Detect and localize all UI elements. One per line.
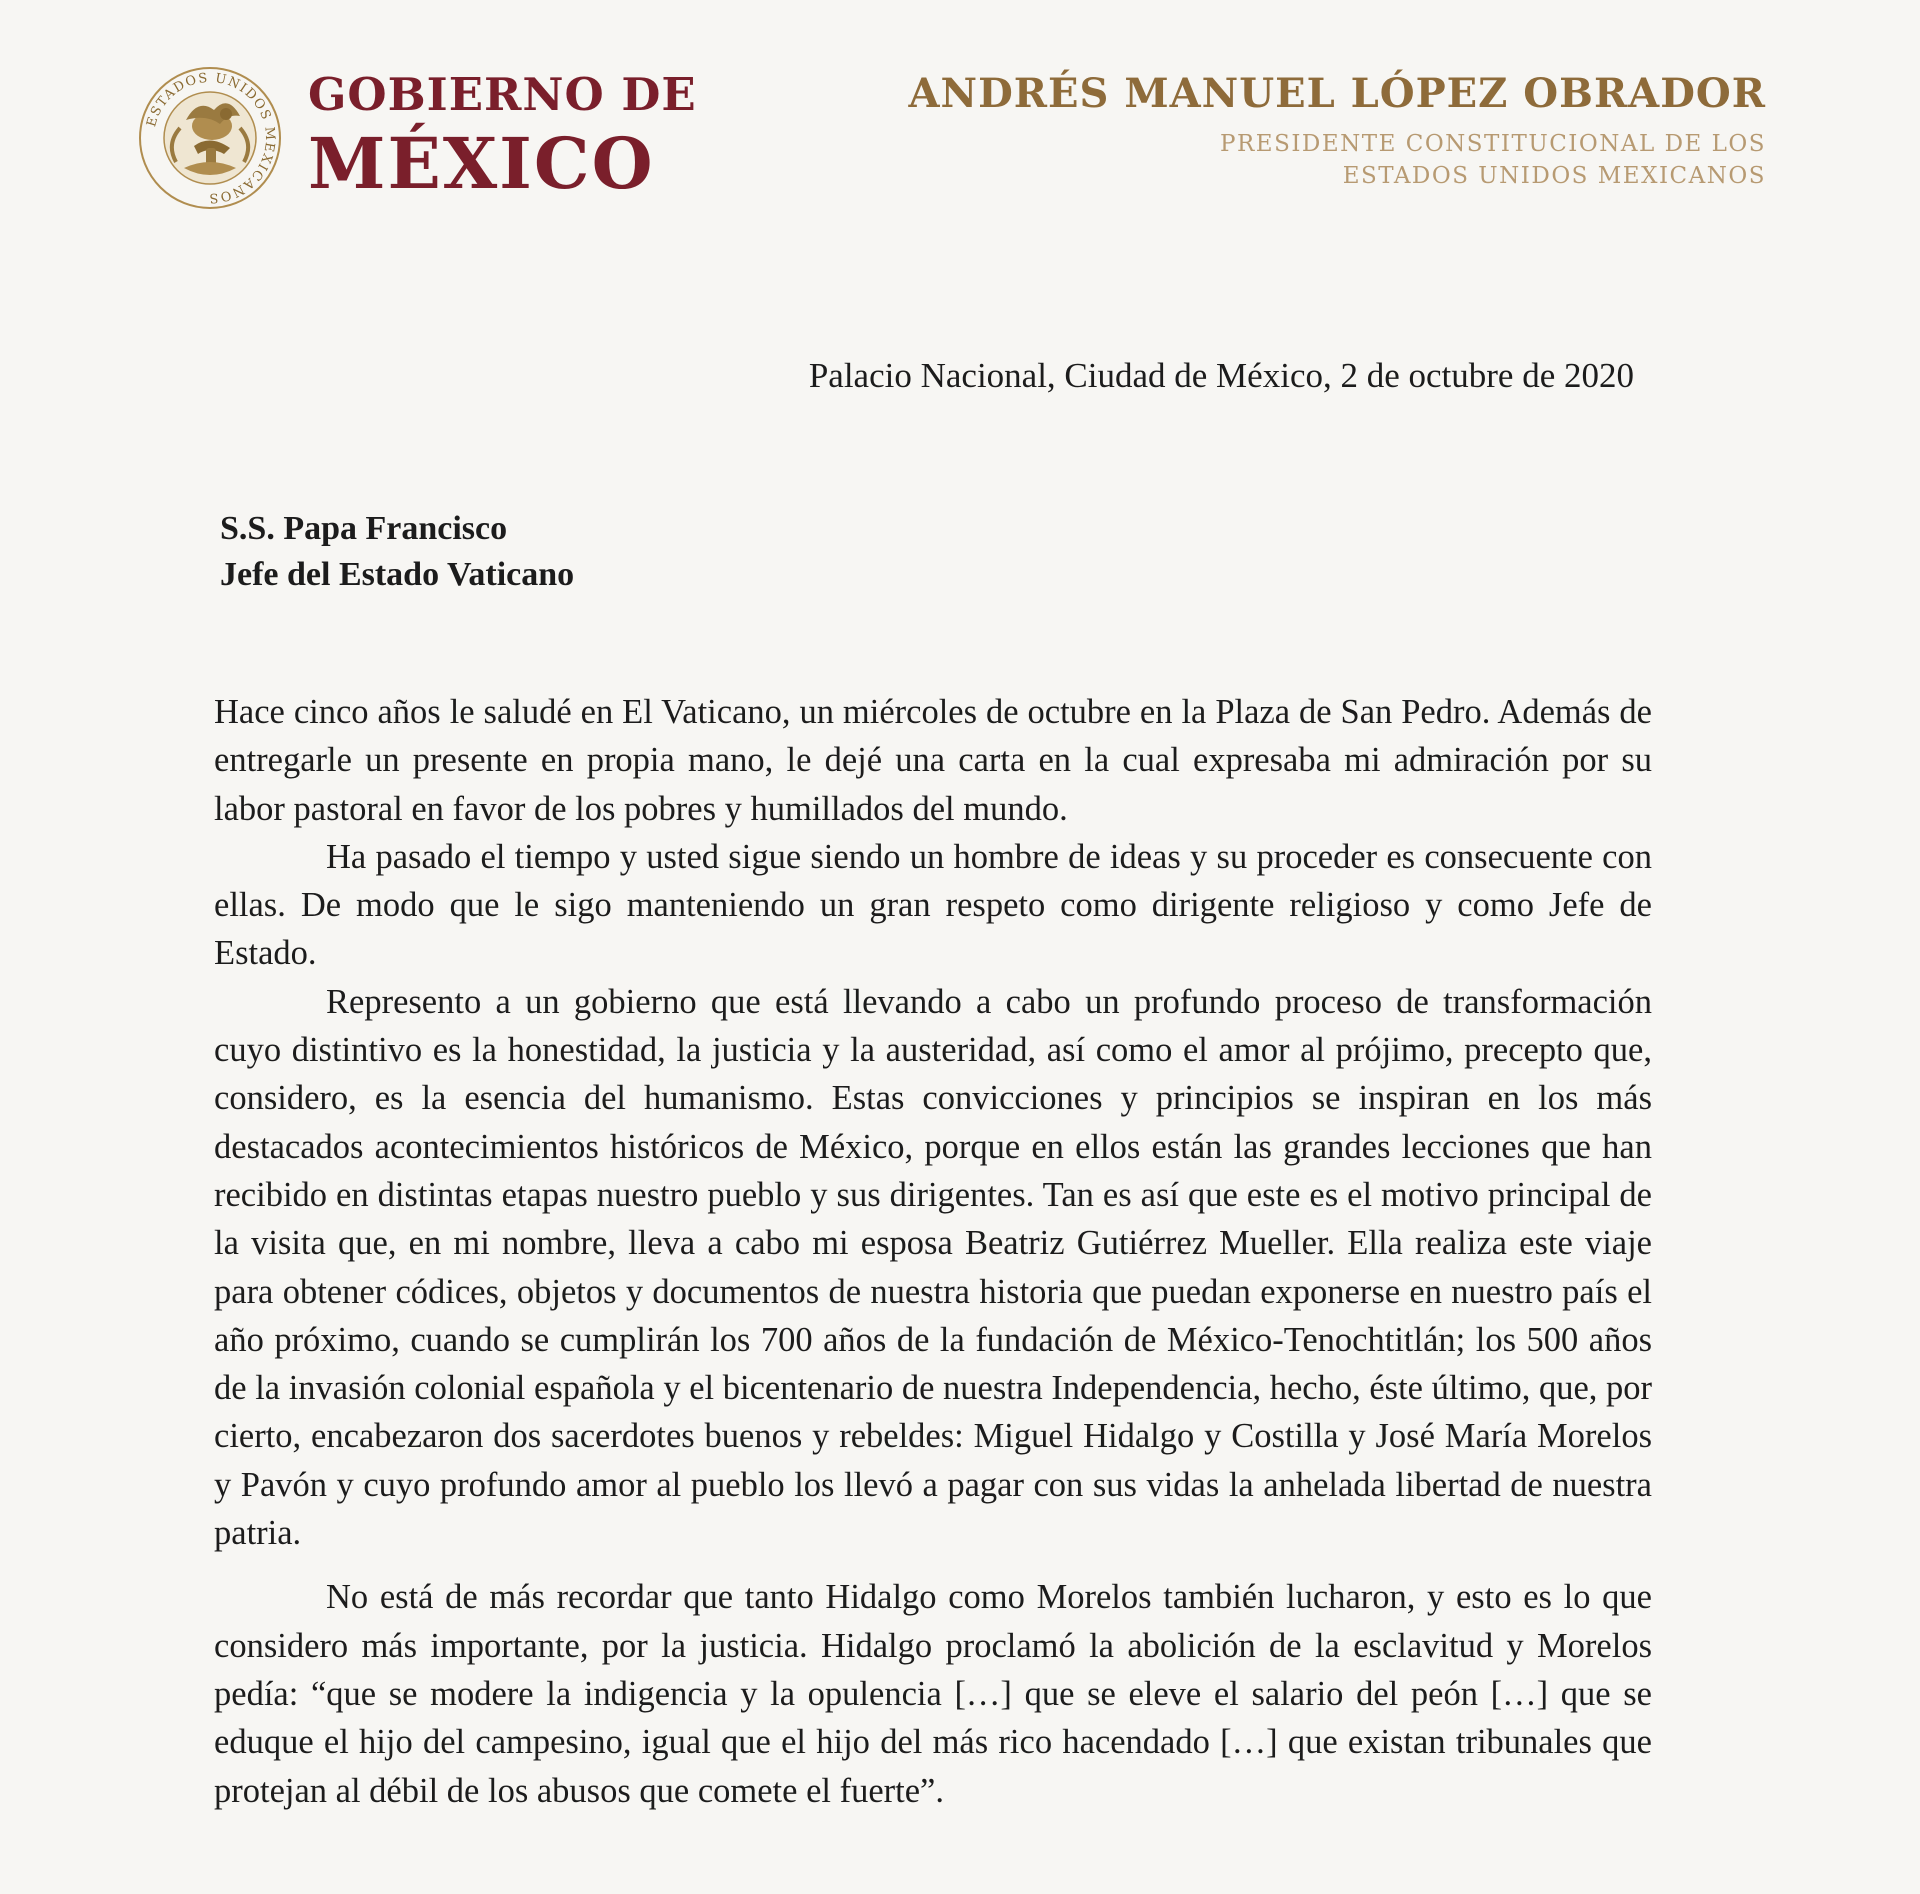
seal-ring-text: ESTADOS UNIDOS MEXICANOS	[144, 70, 278, 206]
letter-body	[214, 688, 1652, 1815]
government-line2: MÉXICO	[308, 122, 655, 205]
coat-of-arms-seal-icon	[136, 64, 284, 212]
president-title-line1: PRESIDENTE CONSTITUCIONAL DE LOS	[1220, 131, 1766, 157]
recipient-title: Jefe del Estado Vaticano	[220, 556, 575, 593]
president-title	[909, 128, 1767, 192]
paragraph-2: Ha pasado el tiempo y usted sigue siendo un hombre de ideas y su proceder es consecuente con ellas. De modo que le sigo manteniendo un gran respeto como dirigente religioso y como Jefe de Estado.	[214, 837, 1652, 973]
recipient-name: S.S. Papa Francisco	[220, 510, 508, 547]
paragraph-4: No está de más recordar que tanto Hidalgo como Morelos también lucharon, y esto es lo que considero más importante, por la justicia. Hidalgo proclamó la abolición de la esclavitud y Morelos pedía: “que se modere la indigencia y la opulencia […] que se eleve el salario del peón […] que se eduque el hijo del campesino, igual que el hijo del más rico hacendado […] que existan tribunales que protejan al débil de los abusos que comete el fuerte”.	[214, 1578, 1652, 1810]
president-name: ANDRÉS MANUEL LÓPEZ OBRADOR	[908, 70, 1766, 117]
president-header	[909, 72, 1767, 192]
recipient-block	[220, 506, 574, 598]
place-and-date: Palacio Nacional, Ciudad de México, 2 de octubre de 2020	[808, 356, 1634, 395]
paragraph-3: Represento a un gobierno que está llevando a cabo un profundo proceso de transformación cuyo distintivo es la honestidad, la justicia y la austeridad, así como el amor al prójimo, precepto que, considero, es la esencia del humanismo. Estas convicciones y principios se inspiran en los más destacados acontecimientos históricos de México, porque en ellos están las grandes lecciones que han recibido en distintas etapas nuestro pueblo y sus dirigentes. Tan es así que este es el motivo principal de la visita que, en mi nombre, lleva a cabo mi esposa Beatriz Gutiérrez Mueller. Ella realiza este viaje para obtener códices, objetos y documentos de nuestra historia que puedan exponerse en nuestro país el año próximo, cuando se cumplirán los 700 años de la fundación de México-Tenochtitlán; los 500 años de la invasión colonial española y el bicentenario de nuestra Independencia, hecho, éste último, que, por cierto, encabezaron dos sacerdotes buenos y rebeldes: Miguel Hidalgo y Costilla y José María Morelos y Pavón y cuyo profundo amor al pueblo los llevó a pagar con sus vidas la anhelada libertad de nuestra patria.	[214, 982, 1652, 1553]
government-wordmark	[308, 68, 697, 205]
president-title-line2: ESTADOS UNIDOS MEXICANOS	[1342, 163, 1766, 189]
paragraph-1: Hace cinco años le saludé en El Vaticano, un miércoles de octubre en la Plaza de San Pedro. Además de entregarle un presente en propia mano, le dejé una carta en la cual expresaba mi admiración por su labor pastoral en favor de los pobres y humillados del mundo.	[214, 693, 1652, 828]
government-line1: GOBIERNO DE	[308, 68, 697, 121]
